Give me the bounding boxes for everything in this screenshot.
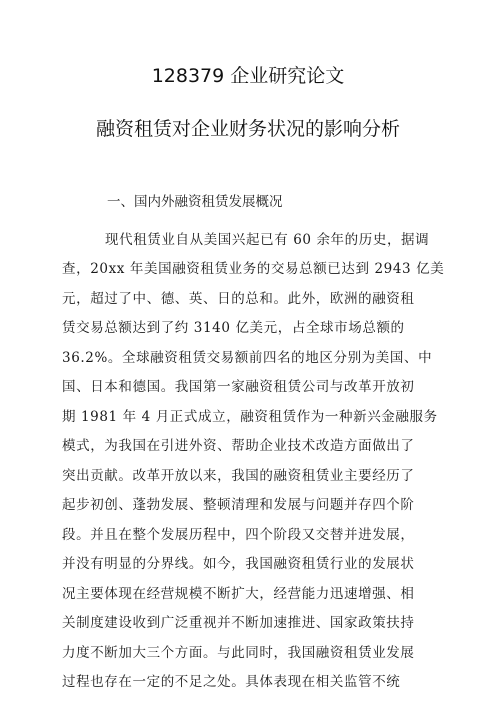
document-title-line-2: 融资租赁对企业财务状况的影响分析 bbox=[95, 118, 400, 140]
section-heading: 一、国内外融资租赁发展概况 bbox=[107, 194, 283, 210]
paragraph-line: 模式，为我国在引进外资、帮助企业技术改造方面做出了 bbox=[62, 438, 415, 454]
paragraph-line: 况主要体现在经营规模不断扩大，经营能力迅速增强、相 bbox=[62, 586, 415, 602]
paragraph-line: 关制度建设收到广泛重视并不断加速推进、国家政策扶持 bbox=[62, 615, 415, 631]
paragraph-line: 力度不断加大三个方面。与此同时，我国融资租赁业发展 bbox=[62, 645, 415, 661]
paragraph-line: 突出贡献。改革开放以来，我国的融资租赁业主要经历了 bbox=[62, 468, 415, 484]
paragraph-line: 期 1981 年 4 月正式成立，融资租赁作为一种新兴金融服务 bbox=[62, 409, 438, 425]
paragraph-line: 段。并且在整个发展历程中，四个阶段又交替并进发展， bbox=[62, 527, 415, 543]
document-title-line-1: 128379 企业研究论文 bbox=[151, 65, 345, 87]
paragraph-line: 国、日本和德国。我国第一家融资租赁公司与改革开放初 bbox=[62, 379, 415, 395]
paragraph-line: 36.2%。全球融资租赁交易额前四名的地区分别为美国、中 bbox=[62, 350, 433, 366]
paragraph-line: 过程也存在一定的不足之处。具体表现在相关监管不统 bbox=[62, 674, 401, 690]
paragraph-line: 并没有明显的分界线。如今，我国融资租赁行业的发展状 bbox=[62, 556, 415, 572]
paragraph-line: 查，20xx 年美国融资租赁业务的交易总额已达到 2943 亿美 bbox=[62, 261, 445, 277]
paragraph-line: 起步初创、蓬勃发展、整顿清理和发展与问题并存四个阶 bbox=[62, 497, 415, 513]
paragraph-line: 现代租赁业自从美国兴起已有 60 余年的历史，据调 bbox=[105, 232, 430, 248]
paragraph-line: 元，超过了中、德、英、日的总和。此外，欧洲的融资租 bbox=[62, 291, 415, 307]
paragraph-line: 赁交易总额达到了约 3140 亿美元，占全球市场总额的 bbox=[62, 320, 405, 336]
